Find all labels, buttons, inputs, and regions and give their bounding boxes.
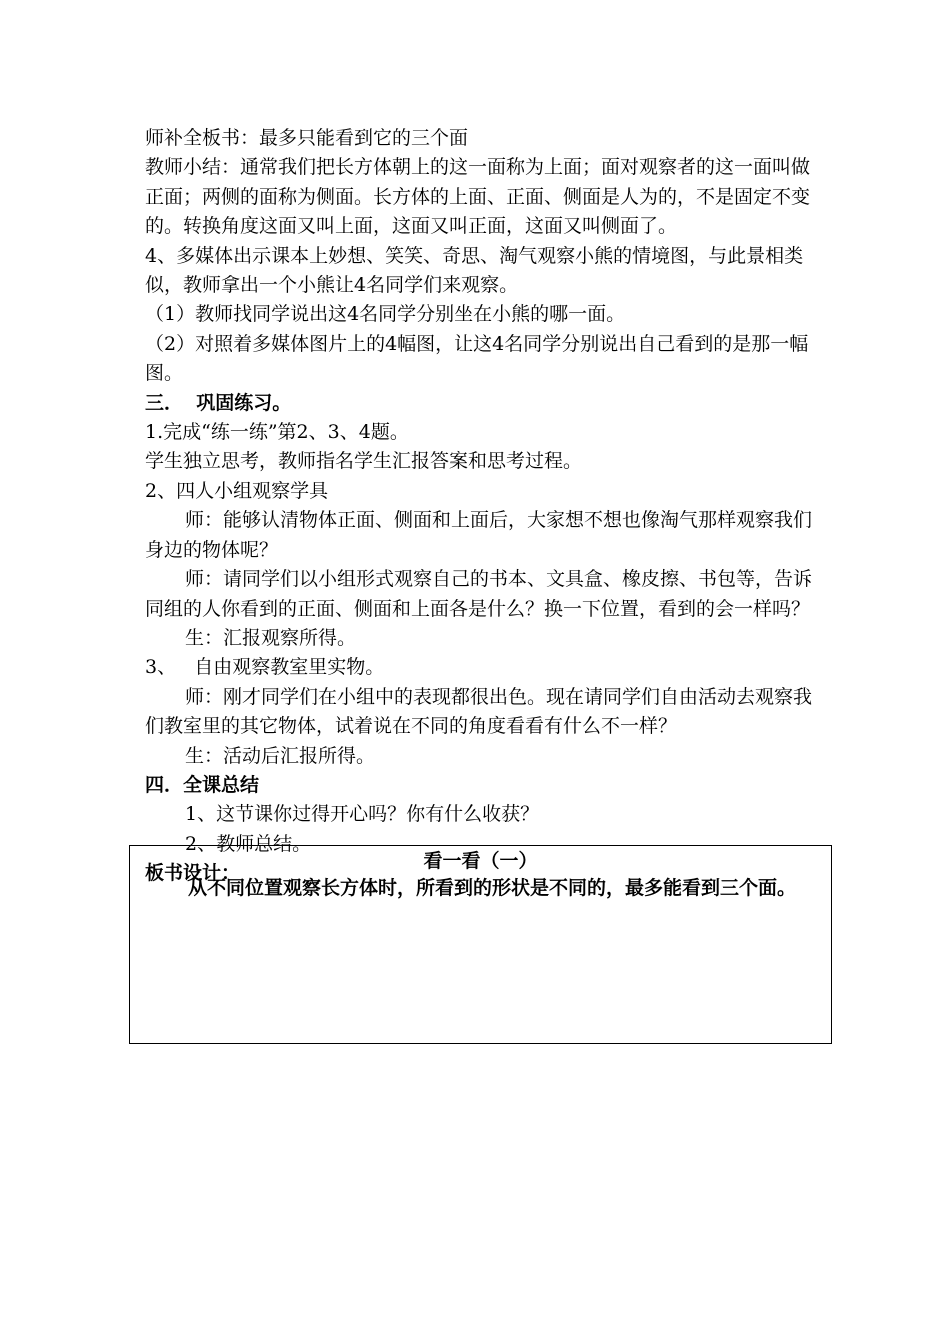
paragraph-independent-thinking: 学生独立思考，教师指名学生汇报答案和思考过程。 (145, 450, 583, 473)
paragraph-teacher-conclusion: 2、教师总结。 (185, 832, 312, 855)
board-title: 看一看（一） (423, 850, 538, 872)
paragraph-multimedia: 4、多媒体出示课本上妙想、笑笑、奇思、淘气观察小熊的情境图，与此景相类似，教师拿出一个小熊让4名同学们来观察。 (145, 244, 804, 297)
paragraph-student-activity: 生：活动后汇报所得。 (185, 744, 376, 767)
paragraph-summary-question: 1、这节课你过得开心吗？你有什么收获？ (185, 803, 540, 826)
paragraph-group-observation: 2、四人小组观察学具 (145, 479, 329, 502)
paragraph-board-supplement: 师补全板书：最多只能看到它的三个面 (145, 127, 469, 149)
heading-board-design: 板书设计： (145, 862, 241, 885)
board-body: 从不同位置观察长方体时，所看到的形状是不同的，最多能看到三个面。 (188, 877, 797, 899)
paragraph-teacher-instruction: 师：请同学们以小组形式观察自己的书本、文具盒、橡皮擦、书包等，告诉同组的人你看到的正面、侧面和上面各是什么？换一下位置，看到的会一样吗？ (145, 568, 813, 620)
paragraph-teacher-question: 师：能够认清物体正面、侧面和上面后，大家想不想也像淘气那样观察我们身边的物体呢？ (145, 509, 813, 561)
heading-summary: 四．全课总结 (145, 773, 260, 796)
paragraph-item-2: （2）对照着多媒体图片上的4幅图，让这4名同学分别说出自己看到的是那一幅图。 (145, 332, 809, 385)
paragraph-teacher-praise: 师：刚才同学们在小组中的表现都很出色。现在请同学们自由活动去观察我们教室里的其它物体，试着说在不同的角度看看有什么不一样？ (145, 685, 813, 738)
heading-consolidation: 三． 巩固练习。 (145, 391, 292, 414)
lesson-text (145, 124, 815, 889)
paragraph-student-report: 生：汇报观察所得。 (185, 626, 357, 649)
board-design-box (129, 845, 832, 1044)
paragraph-item-1: （1）教师找同学说出这4名同学分别坐在小熊的哪一面。 (145, 303, 626, 326)
paragraph-free-observation: 3、 自由观察教室里实物。 (145, 656, 385, 679)
paragraph-exercise: 1.完成“练一练”第2、3、4题。 (145, 421, 409, 444)
paragraph-teacher-summary: 教师小结：通常我们把长方体朝上的这一面称为上面；面对观察者的这一面叫做正面；两侧的面称为侧面。长方体的上面、正面、侧面是人为的，不是固定不变的。转换角度这面又叫上面，这面又叫正面，这面又叫侧面了。 (145, 156, 811, 238)
